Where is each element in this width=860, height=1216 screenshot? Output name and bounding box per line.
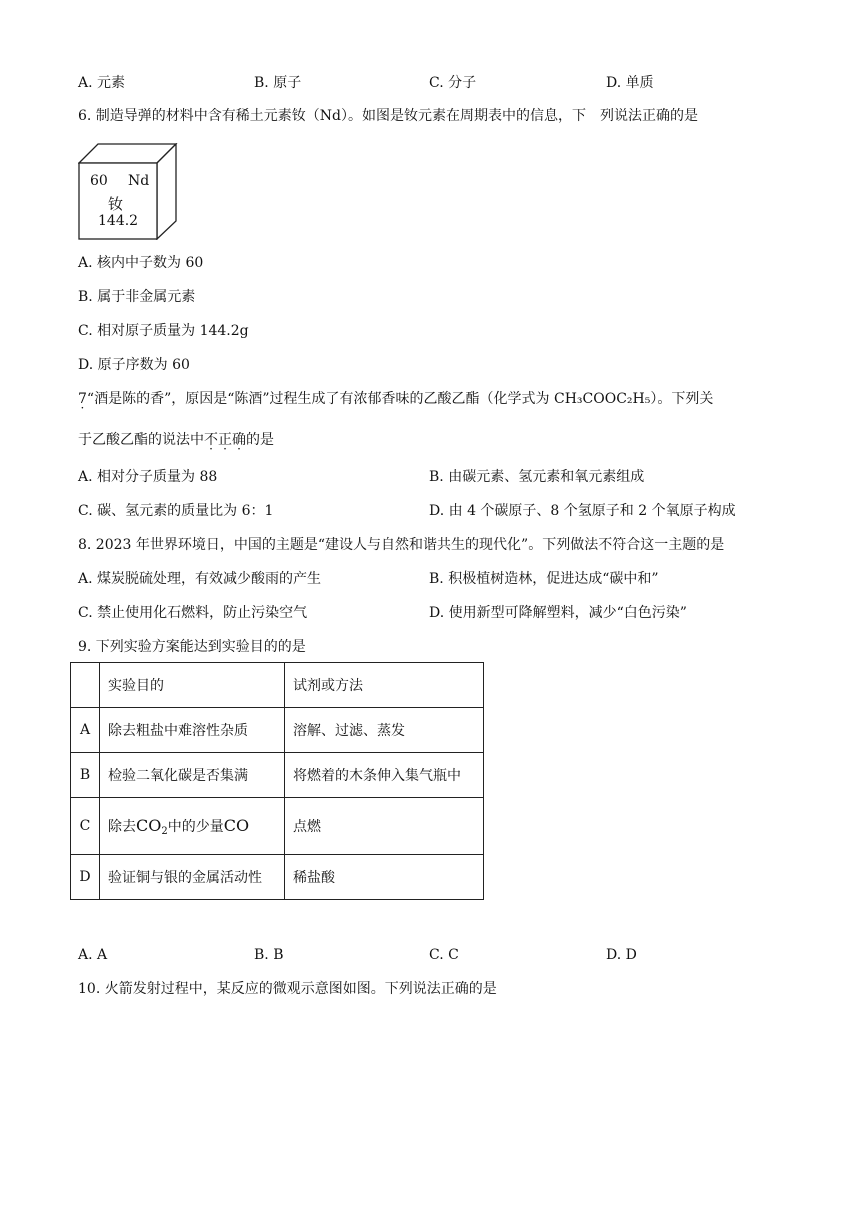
table-header-purpose: 实验目的 (100, 663, 285, 708)
q5-option-a: A. 元素 (78, 75, 126, 91)
q7-option-b: B. 由碳元素、氢元素和氧元素组成 (429, 469, 645, 485)
q9-option-b: B. B (254, 947, 284, 963)
q8-stem: 8. 2023 年世界环境日，中国的主题是“建设人与自然和谐共生的现代化”。下列做法不符合这一主题的是 (78, 537, 725, 553)
row-method: 点燃 (285, 798, 484, 855)
purpose-mid: 中的少量 (167, 818, 224, 835)
q7-number: 7 · (78, 391, 87, 407)
q10-stem: 10. 火箭发射过程中，某反应的微观示意图如图。下列说法正确的是 (78, 981, 497, 997)
table-header-method: 试剂或方法 (285, 663, 484, 708)
element-card-neodymium (78, 143, 178, 240)
q7-stem-pre: 于乙酸乙酯的说法中 (78, 432, 204, 448)
row-purpose: 验证铜与银的金属活动性 (100, 855, 285, 900)
row-purpose: 检验二氧化碳是否集满 (100, 753, 285, 798)
formula-co: CO (223, 815, 250, 835)
q9-option-a: A. A (78, 947, 108, 963)
emphasis-char: 正 (218, 432, 232, 448)
row-label: B (71, 753, 100, 798)
row-method: 溶解、过滤、蒸发 (285, 708, 484, 753)
row-label: D (71, 855, 100, 900)
q5-option-d: D. 单质 (606, 75, 654, 91)
atomic-number: 60 (90, 173, 108, 189)
table-row (71, 855, 484, 900)
q7-option-c: C. 碳、氢元素的质量比为 6：1 (78, 503, 274, 519)
q6-option-d: D. 原子序数为 60 (78, 357, 190, 373)
q9-option-c: C. C (429, 947, 459, 963)
element-name: 钕 (108, 195, 124, 213)
q7-option-a: A. 相对分子质量为 88 (78, 469, 218, 485)
q6-stem: 6. 制造导弹的材料中含有稀土元素钕（Nd）。如图是钕元素在周期表中的信息，下 列说法正确的是 (78, 108, 699, 124)
q6-option-b: B. 属于非金属元素 (78, 289, 196, 305)
table-row (71, 753, 484, 798)
q5-option-c: C. 分子 (429, 75, 477, 91)
table-row (71, 708, 484, 753)
table-header-blank (71, 663, 100, 708)
q9-stem: 9. 下列实验方案能达到实验目的的是 (78, 639, 306, 655)
row-purpose: 除去粗盐中难溶性杂质 (100, 708, 285, 753)
q7-stem-text: “酒是陈的香”，原因是“陈酒”过程生成了有浓郁香味的乙酸乙酯（化学式为 CH₃COOC₂H₅）。下列关 (86, 391, 714, 407)
table-header-row (71, 663, 484, 708)
q7-emphasis (204, 432, 246, 448)
row-method: 稀盐酸 (285, 855, 484, 900)
table-row (71, 798, 484, 855)
row-label: A (71, 708, 100, 753)
q7-stem-line2 (78, 430, 274, 450)
q8-option-c: C. 禁止使用化石燃料，防止污染空气 (78, 605, 308, 621)
q8-option-d: D. 使用新型可降解塑料，减少“白色污染” (429, 605, 687, 621)
atomic-mass: 144.2 (98, 213, 139, 229)
q9-option-d: D. D (606, 947, 637, 963)
experiment-table (70, 662, 484, 900)
q8-option-b: B. 积极植树造林，促进达成“碳中和” (429, 571, 659, 587)
formula-subscript: 2 (161, 825, 168, 837)
row-label: C (71, 798, 100, 855)
emphasis-char: 不 (204, 432, 218, 448)
q6-option-c: C. 相对原子质量为 144.2g (78, 323, 249, 339)
q8-option-a: A. 煤炭脱硫处理，有效减少酸雨的产生 (78, 571, 322, 587)
row-purpose (100, 798, 285, 855)
element-symbol: Nd (128, 173, 150, 189)
q7-option-d: D. 由 4 个碳原子、8 个氢原子和 2 个氧原子构成 (429, 503, 736, 519)
purpose-pre: 除去 (108, 818, 136, 835)
formula-co2: CO (136, 815, 162, 835)
q5-option-b: B. 原子 (254, 75, 302, 91)
q6-option-a: A. 核内中子数为 60 (78, 255, 204, 271)
row-method: 将燃着的木条伸入集气瓶中 (285, 753, 484, 798)
emphasis-char: 确 (232, 432, 246, 448)
q7-stem-line1 (78, 389, 713, 409)
q7-stem-post: 的是 (246, 432, 274, 448)
